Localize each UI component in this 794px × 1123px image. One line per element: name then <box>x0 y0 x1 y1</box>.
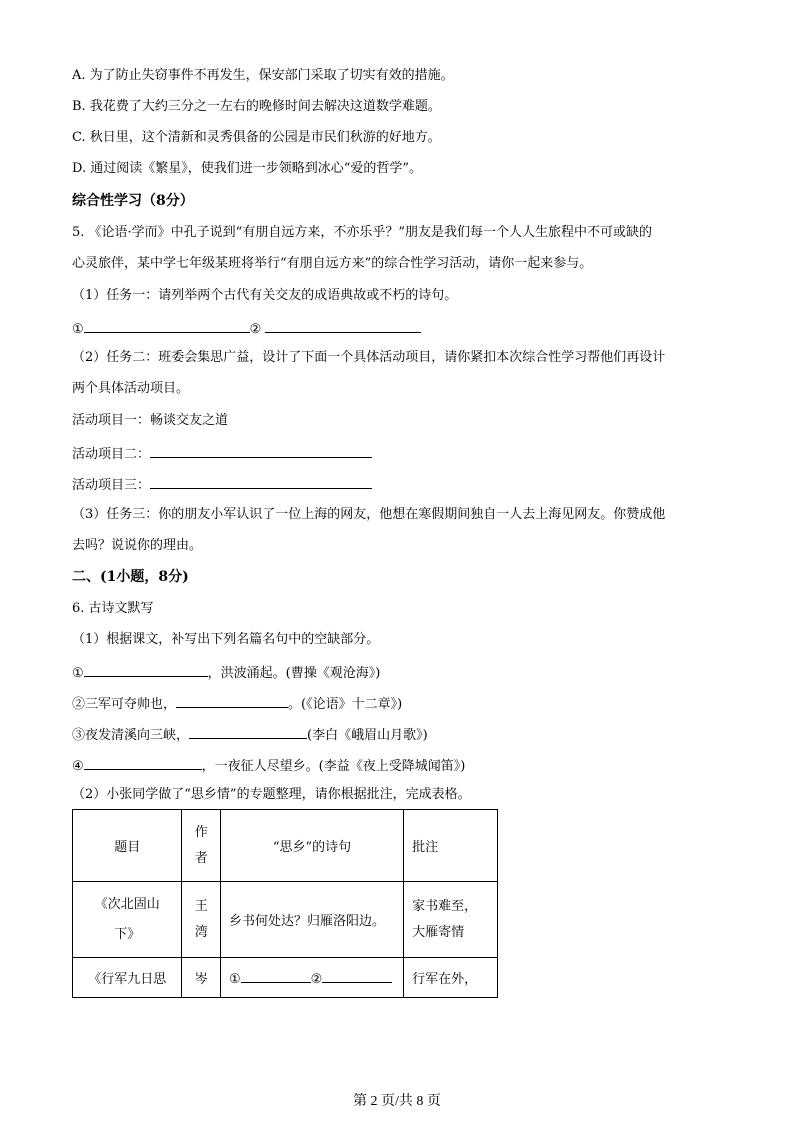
activity2-label: 活动项目二： <box>72 447 151 462</box>
table-header-row <box>73 810 498 882</box>
header-note: 批注 <box>404 810 498 882</box>
row1-note-line1: 家书难至， <box>412 898 478 914</box>
q6-line2 <box>72 693 402 714</box>
q5-activity2 <box>72 443 372 464</box>
row2-blank-2[interactable] <box>322 968 392 983</box>
row1-title-line1: 《次北固山 <box>94 896 160 912</box>
row2-poem <box>221 958 404 998</box>
q6-title: 6. 古诗文默写 <box>72 601 154 616</box>
row1-note <box>404 882 498 958</box>
q5-intro-line1: 5. 《论语·学而》中孔子说到“有朋自远方来，不亦乐乎？”朋友是我们每一个人人生旅程中不可或缺的 <box>72 225 652 240</box>
q6-line2-suffix: 。(《论语》十二章》) <box>288 697 403 712</box>
q6-line1 <box>72 662 380 683</box>
marker-1: ① <box>72 322 84 337</box>
q5-task3-line2: 去吗？说说你的理由。 <box>72 538 203 553</box>
header-author-line1: 作 <box>194 824 208 840</box>
q5-task2-line2: 两个具体活动项目。 <box>72 381 190 396</box>
row2-title: 《行军九日思 <box>73 958 182 998</box>
q6-line3 <box>72 724 428 745</box>
row1-poem: 乡书何处达？归雁洛阳边。 <box>221 882 404 958</box>
row1-author-line1: 王 <box>194 898 208 914</box>
option-d: D. 通过阅读《繁星》，使我们进一步领略到冰心“爱的哲学”。 <box>72 161 423 176</box>
option-c: C. 秋日里，这个清新和灵秀俱备的公园是市民们秋游的好地方。 <box>72 130 441 145</box>
row1-author <box>182 882 221 958</box>
header-poem: “思乡”的诗句 <box>221 810 404 882</box>
q6-blank-3[interactable] <box>189 724 307 739</box>
q6-line4-prefix: ④ <box>72 759 84 774</box>
q6-part2: （2）小张同学做了“思乡情”的专题整理，请你根据批注，完成表格。 <box>72 787 471 802</box>
q6-blank-2[interactable] <box>176 693 288 708</box>
header-author-line2: 者 <box>194 850 208 866</box>
activity3-label: 活动项目三： <box>72 478 151 493</box>
row1-author-line2: 湾 <box>194 924 208 940</box>
q6-line1-suffix: ，洪波涌起。(曹操《观沧海》) <box>207 666 381 681</box>
q5-intro-line2: 心灵旅伴，某中学七年级某班将举行“有朋自远方来”的综合性学习活动，请你一起来参与。 <box>72 256 593 271</box>
row2-note: 行军在外， <box>404 958 498 998</box>
row1-title <box>73 882 182 958</box>
header-author <box>182 810 221 882</box>
q6-line4-suffix: ，一夜征人尽望乡。(李益《夜上受降城闻笛》) <box>201 759 466 774</box>
row2-marker-1: ① <box>229 972 241 987</box>
q6-line1-prefix: ① <box>72 666 84 681</box>
q5-task1-answer-line <box>72 318 421 339</box>
q6-line3-suffix: (李白《峨眉山月歌》) <box>307 728 428 743</box>
section-heading-comprehensive: 综合性学习（8分） <box>72 193 194 209</box>
answer-blank-2[interactable] <box>265 318 421 333</box>
q5-task1: （1）任务一：请列举两个古代有关交友的成语典故或不朽的诗句。 <box>72 288 458 303</box>
q6-line3-prefix: ③夜发清溪向三峡， <box>72 728 190 743</box>
q5-activity1: 活动项目一：畅谈交友之道 <box>72 413 229 428</box>
q6-blank-4[interactable] <box>84 755 202 770</box>
q5-task2-line1: （2）任务二：班委会集思广益，设计了下面一个具体活动项目，请你紧扣本次综合性学习帮他们再设计 <box>72 350 666 365</box>
homesick-table <box>72 809 498 998</box>
activity3-blank[interactable] <box>150 474 372 489</box>
header-title: 题目 <box>73 810 182 882</box>
q6-line4 <box>72 755 465 776</box>
row2-author: 岑 <box>182 958 221 998</box>
marker-2: ② <box>249 322 262 337</box>
option-b: B. 我花费了大约三分之一左右的晚修时间去解决这道数学难题。 <box>72 99 441 114</box>
answer-blank-1[interactable] <box>84 318 250 333</box>
row1-note-line2: 大雁寄情 <box>412 924 465 940</box>
activity2-blank[interactable] <box>150 443 372 458</box>
q6-line2-prefix: ②三军可夺帅也， <box>72 697 177 712</box>
row1-title-line2: 下》 <box>114 926 141 942</box>
table-row <box>73 958 498 998</box>
q5-activity3 <box>72 474 372 495</box>
q5-task3-line1: （3）任务三：你的朋友小军认识了一位上海的网友，他想在寒假期间独自一人去上海见网友。你赞成他 <box>72 507 666 522</box>
table-row <box>73 882 498 958</box>
q6-blank-1[interactable] <box>84 662 208 677</box>
q6-part1: （1）根据课文，补写出下列名篇名句中的空缺部分。 <box>72 632 380 647</box>
option-a: A. 为了防止失窃事件不再发生，保安部门采取了切实有效的措施。 <box>72 68 454 83</box>
row2-blank-1[interactable] <box>241 968 311 983</box>
page-footer: 第 2 页/共 8 页 <box>353 1094 441 1109</box>
row2-marker-2: ② <box>310 972 323 987</box>
section-heading-two: 二、(1小题，8分) <box>72 569 189 585</box>
